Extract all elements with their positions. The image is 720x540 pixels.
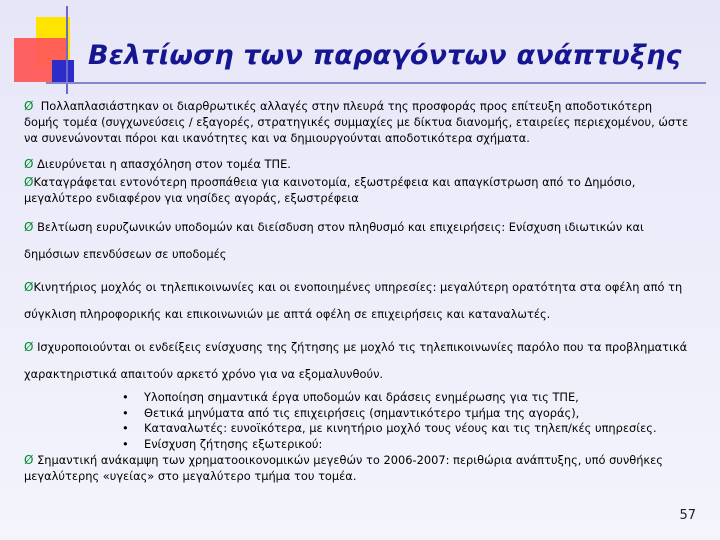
decor-vertical-line <box>66 6 68 94</box>
demand-bullet-list <box>24 390 690 452</box>
list-item: • Θετικά μηνύματα από τις επιχειρήσεις (σημαντικότερο τμήμα της αγοράς), <box>122 406 690 422</box>
arrow-bullet-icon: Ø <box>24 175 34 189</box>
paragraph-employment: Ø Διευρύνεται η απασχόληση στον τομέα ΤΠΕ. <box>24 157 291 171</box>
arrow-bullet-icon: Ø <box>24 340 34 354</box>
arrow-bullet-icon: Ø <box>24 99 34 113</box>
arrow-bullet-icon: Ø <box>24 220 34 234</box>
list-item: • Υλοποίηση σημαντικά έργα υποδομών και δράσεις ενημέρωσης για τις ΤΠΕ, <box>122 390 690 406</box>
paragraph-financial-recovery: Ø Σημαντική ανάκαμψη των χρηματοοικονομικών μεγεθών το 2006-2007: περιθώρια ανάπτυξης, υπό συνθήκες μεγαλύτερης «υγείας» στο μεγαλύτερο τμήμα του τομέα. <box>24 453 663 483</box>
slide-title: Βελτίωση των παραγόντων ανάπτυξης <box>88 40 682 71</box>
decor-blue-square <box>52 60 74 82</box>
arrow-bullet-icon: Ø <box>24 453 34 467</box>
paragraph-telecoms: ØΚινητήριος μοχλός οι τηλεπικοινωνίες και οι ενοποιημένες υπηρεσίες: μεγαλύτερη ορατότητα στα οφέλη από τη σύγκλιση πληροφορικής και επικοινωνιών με απτά οφέλη σε επιχειρήσεις και καταναλωτές. <box>24 280 683 321</box>
title-underline <box>46 82 706 84</box>
list-item: • Ενίσχυση ζήτησης εξωτερικού: <box>122 437 690 453</box>
paragraph-demand: Ø Ισχυροποιούνται οι ενδείξεις ενίσχυσης της ζήτησης με μοχλό τις τηλεπικοινωνίες παρόλο που τα προβληματικά χαρακτηριστικά απαιτούν αρκετό χρόνο για να εξομαλυνθούν. <box>24 340 688 381</box>
paragraph-broadband: Ø Βελτίωση ευρυζωνικών υποδομών και διείσδυση στον πληθυσμό και επιχειρήσεις: Ενίσχυση ιδιωτικών και δημόσιων επενδύσεων σε υποδομές <box>24 220 644 261</box>
arrow-bullet-icon: Ø <box>24 280 34 294</box>
page-number: 57 <box>679 508 696 523</box>
list-item: • Καταναλωτές: ευνοϊκότερα, με κινητήριο μοχλό τους νέους και τις τηλεπ/κές υπηρεσίες. <box>122 421 690 437</box>
paragraph-structural-changes: Ø Πολλαπλασιάστηκαν οι διαρθρωτικές αλλαγές στην πλευρά της προσφοράς προς επίτευξη αποδοτικότερη δομής τομέα (συγχωνεύσεις / εξαγορές, στρατηγικές συμμαχίες με δίκτυα διανομής, εταιρείες περιεχομένου, ώστε να συνενώνονται πόροι και ικανότητες και να δημιουργούνται αποδοτικότερα σχήματα. <box>24 99 689 145</box>
paragraph-innovation: ØΚαταγράφεται εντονότερη προσπάθεια για καινοτομία, εξωστρέφεια και απαγκίστρωση από το Δημόσιο, μεγαλύτερο ενδιαφέρον για νησίδες αγοράς, εξωστρέφεια <box>24 175 636 205</box>
slide-content <box>24 98 690 484</box>
arrow-bullet-icon: Ø <box>24 157 34 171</box>
